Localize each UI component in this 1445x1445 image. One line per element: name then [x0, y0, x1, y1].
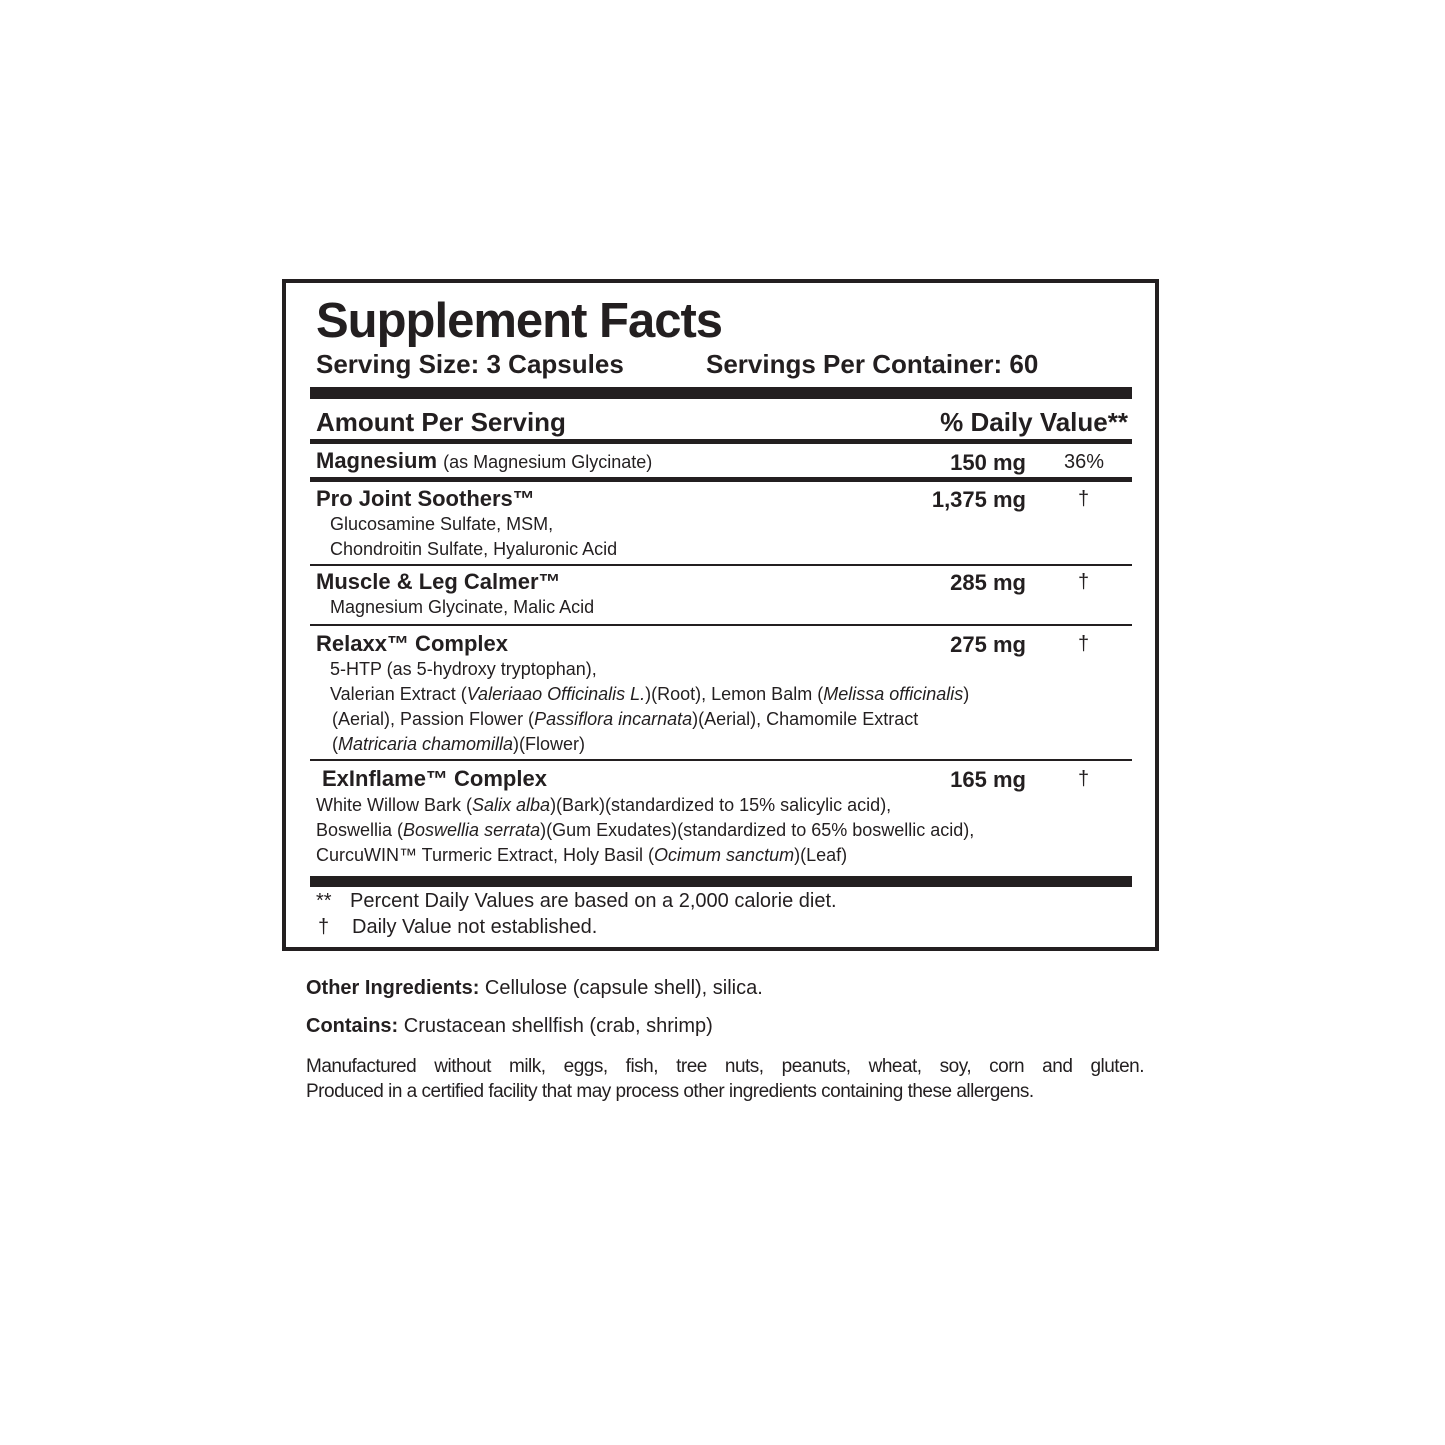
row-exinflame-amount: 165 mg: [950, 767, 1026, 792]
row-magnesium-amount: 150 mg: [950, 450, 1026, 475]
row-pro-joint-name: Pro Joint Soothers™: [316, 486, 535, 511]
row-relaxx-sub-2: Valerian Extract (Valeriaao Officinalis L.)(Root), Lemon Balm (Melissa officinalis): [330, 684, 970, 704]
row-pro-joint-sub-1: Glucosamine Sulfate, MSM,: [330, 514, 554, 534]
divider-row-2: [310, 564, 1132, 566]
row-relaxx-sub-4: (Matricaria chamomilla)(Flower): [332, 734, 586, 754]
other-ingredients: Other Ingredients: Cellulose (capsule shell), silica.: [306, 977, 763, 999]
contains-statement: Contains: Crustacean shellfish (crab, shrimp): [306, 1015, 713, 1037]
divider-header: [310, 439, 1132, 444]
footnote-not-established: † Daily Value not established.: [318, 916, 598, 938]
daily-value-header: % Daily Value**: [940, 407, 1128, 437]
footnote-mark-dagger: †: [318, 916, 330, 938]
row-pro-joint-amount: 1,375 mg: [931, 487, 1026, 512]
row-relaxx-name: Relaxx™ Complex: [316, 631, 508, 656]
row-exinflame-name: ExInflame™ Complex: [322, 766, 547, 791]
divider-row-3: [310, 624, 1132, 626]
row-pro-joint-dv: †: [1078, 488, 1090, 510]
row-relaxx-dv: †: [1078, 633, 1090, 655]
thick-divider-top: [310, 387, 1132, 399]
footnote-mark-double-asterisk: **: [316, 890, 332, 912]
row-relaxx-amount: 275 mg: [950, 632, 1026, 657]
allergen-line-2: Produced in a certified facility that may process other ingredients containing these allergens.: [306, 1081, 1034, 1102]
divider-row-1: [310, 477, 1132, 482]
allergen-line-1: Manufactured without milk, eggs, fish, tree nuts, peanuts, wheat, soy, corn and gluten.: [306, 1056, 1144, 1077]
row-pro-joint-sub-2: Chondroitin Sulfate, Hyaluronic Acid: [330, 539, 618, 559]
supplement-facts-panel: [282, 279, 1159, 951]
row-relaxx-sub-3: (Aerial), Passion Flower (Passiflora incarnata)(Aerial), Chamomile Extract: [332, 709, 919, 729]
row-relaxx-sub-1: 5-HTP (as 5-hydroxy tryptophan),: [330, 659, 597, 679]
servings-per-container: Servings Per Container: 60: [706, 349, 1039, 379]
row-muscle-leg-dv: †: [1078, 571, 1090, 593]
row-magnesium-dv: 36%: [1064, 451, 1105, 473]
allergen-statement: [306, 1054, 1144, 1104]
footnote-daily-values: ** Percent Daily Values are based on a 2,000 calorie diet.: [316, 890, 837, 912]
row-exinflame-sub-2: Boswellia (Boswellia serrata)(Gum Exudates)(standardized to 65% boswellic acid),: [316, 820, 975, 840]
label-title: Supplement Facts: [316, 294, 723, 348]
row-exinflame-sub-3: CurcuWIN™ Turmeric Extract, Holy Basil (Ocimum sanctum)(Leaf): [316, 845, 848, 865]
row-exinflame-dv: †: [1078, 768, 1090, 790]
row-muscle-leg-amount: 285 mg: [950, 570, 1026, 595]
row-muscle-leg-name: Muscle & Leg Calmer™: [316, 569, 561, 594]
serving-size: Serving Size: 3 Capsules: [316, 349, 624, 379]
row-muscle-leg-sub-1: Magnesium Glycinate, Malic Acid: [330, 597, 595, 617]
row-magnesium-name: Magnesium (as Magnesium Glycinate): [316, 448, 653, 473]
row-exinflame-sub-1: White Willow Bark (Salix alba)(Bark)(standardized to 15% salicylic acid),: [316, 795, 892, 815]
amount-per-serving-header: Amount Per Serving: [316, 407, 566, 437]
thick-divider-bottom: [310, 876, 1132, 887]
divider-row-4: [310, 759, 1132, 761]
